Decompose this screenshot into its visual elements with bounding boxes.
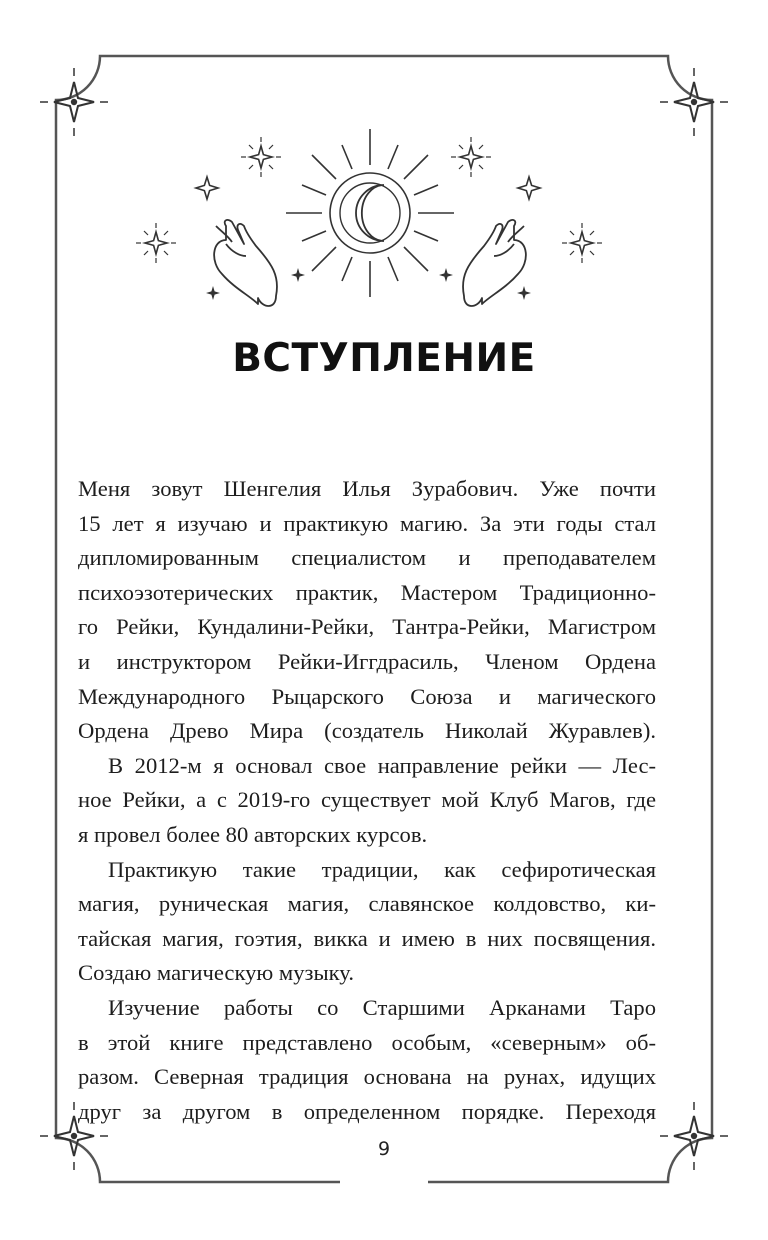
text-line: 15 лет я изучаю и практикую магию. За эти годы стал: [78, 510, 656, 536]
page-number: 9: [377, 1138, 391, 1160]
chapter-title: ВСТУПЛЕНИЕ: [232, 336, 536, 381]
text-line: тайская магия, гоэтия, викка и имею в них посвящения.: [78, 925, 656, 951]
text-line: Международного Рыцарского Союза и магического: [78, 683, 656, 709]
sun-icon: [286, 129, 454, 297]
hand-icon: [214, 220, 277, 306]
sparkle-star-icon: [291, 268, 305, 282]
sparkle-star-icon: [518, 177, 540, 199]
sparkle-star-icon: [241, 137, 281, 177]
corner-ornament-icon: [660, 68, 728, 136]
text-line: разом. Северная традиция основана на рунах, идущих: [78, 1064, 656, 1090]
text-line: я провел более 80 авторских курсов.: [78, 821, 428, 847]
sparkle-star-icon: [196, 177, 218, 199]
text-line: друг за другом в определенном порядке. Переходя: [78, 1098, 656, 1124]
text-line: Создаю магическую музыку.: [78, 960, 354, 986]
text-line: ное Рейки, а с 2019-го существует мой Клуб Магов, где: [78, 787, 656, 813]
text-line: дипломированным специалистом и преподавателем: [78, 545, 656, 571]
text-line: го Рейки, Кундалини-Рейки, Тантра-Рейки, Магистром: [78, 614, 656, 640]
paragraph: [78, 853, 656, 991]
text-line: в этой книге представлено особым, «северным» об-: [78, 1029, 656, 1055]
text-line: Изучение работы со Старшими Арканами Таро: [108, 994, 656, 1020]
text-line: Меня зовут Шенгелия Илья Зурабович. Уже почти: [78, 476, 656, 501]
text-line: психоэзотерических практик, Мастером Традиционно-: [78, 579, 656, 605]
paragraph: [78, 749, 656, 853]
crescent-moon-icon: [356, 185, 384, 241]
sparkle-star-icon: [517, 286, 531, 300]
body-text: [78, 472, 656, 1129]
text-line: Ордена Древо Мира (создатель Николай Журавлев).: [78, 718, 656, 744]
text-line: Практикую такие традиции, как сефиротическая: [108, 856, 656, 882]
paragraph: [78, 991, 656, 1129]
hand-icon: [463, 220, 526, 306]
text-line: магия, руническая магия, славянское колдовство, ки-: [78, 891, 656, 917]
paragraph: [78, 472, 656, 749]
sparkle-star-icon: [451, 137, 491, 177]
sparkle-star-icon: [562, 223, 602, 263]
sparkle-star-icon: [206, 286, 220, 300]
text-line: В 2012-м я основал свое направление рейки — Лес-: [108, 752, 656, 778]
sparkle-star-icon: [136, 223, 176, 263]
corner-ornament-icon: [40, 68, 108, 136]
text-line: и инструктором Рейки-Иггдрасиль, Членом Ордена: [78, 648, 656, 674]
sparkle-star-icon: [439, 268, 453, 282]
